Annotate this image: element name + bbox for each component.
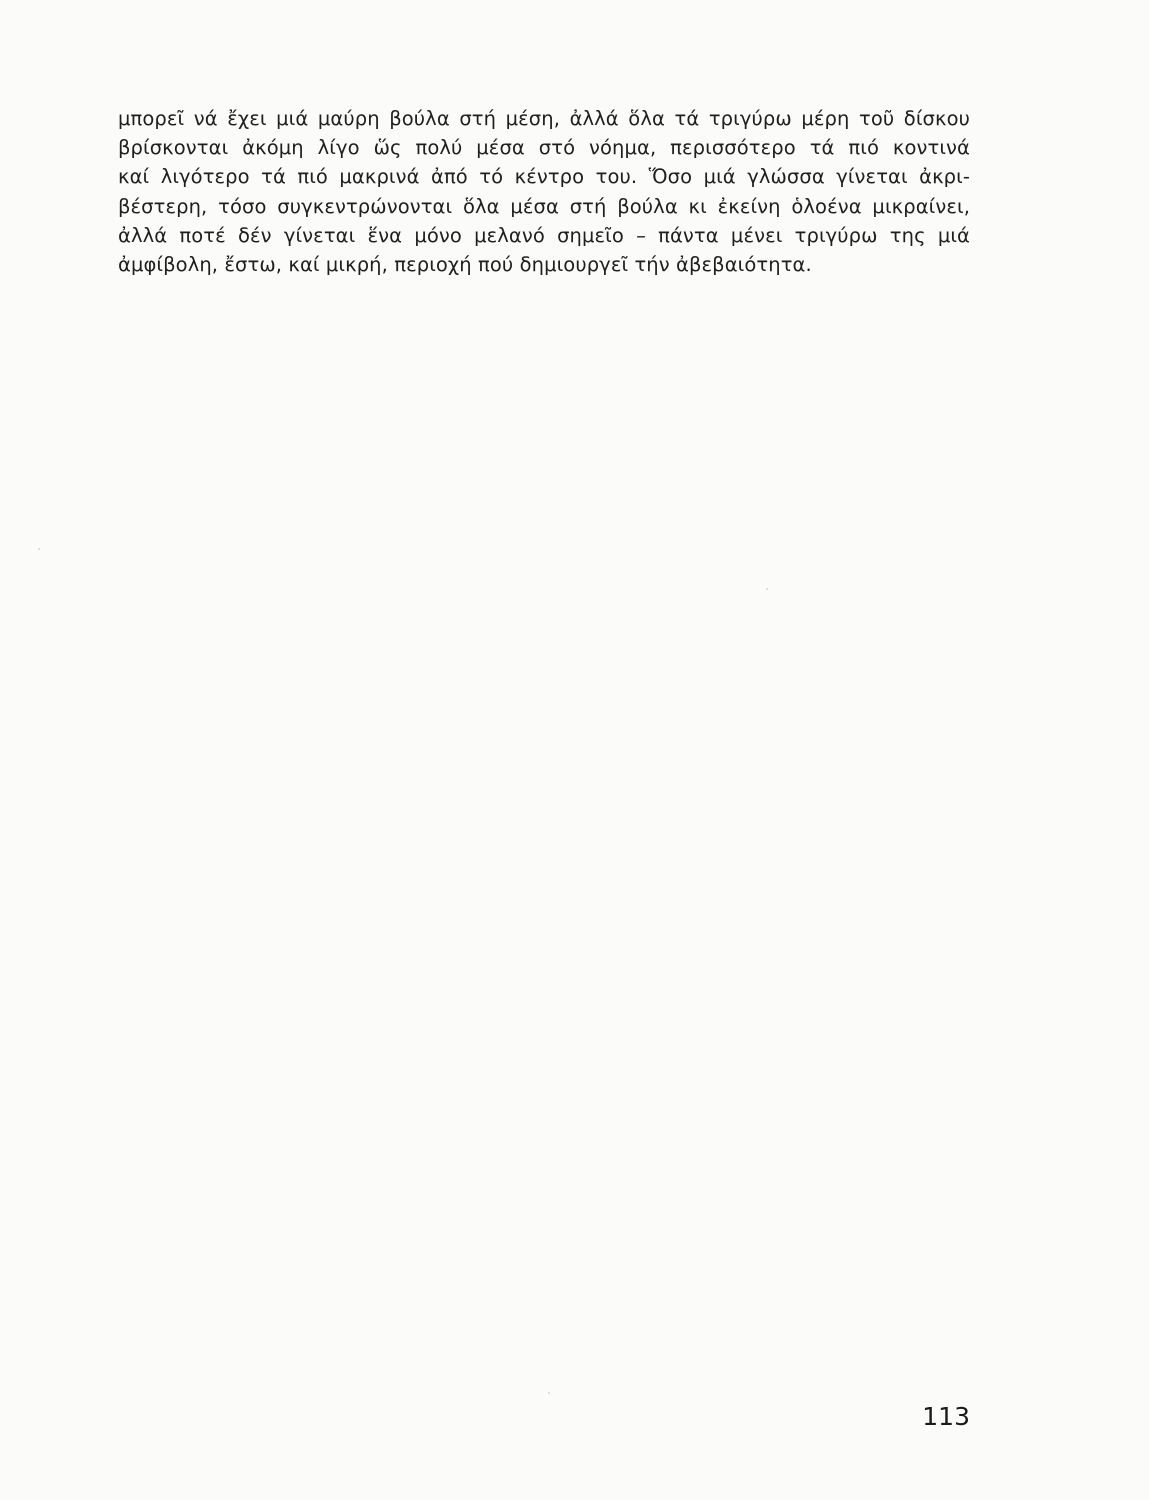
scan-speck <box>548 1392 550 1394</box>
page-number: 113 <box>922 1402 970 1431</box>
body-paragraph <box>118 104 970 279</box>
body-line-3: καί λιγότερο τά πιό μακρινά ἀπό τό κέντρο του. Ὅσο μιά γλώσσα γίνεται ἀκρι- <box>118 165 970 189</box>
body-line-4: βέστερη, τόσο συγκεντρώνονται ὅλα μέσα στή βούλα κι ἐκείνη ὁλοένα μικραίνει, <box>118 194 970 218</box>
body-line-1: μπορεῖ νά ἔχει μιά μαύρη βούλα στή μέση, ἀλλά ὅλα τά τριγύρω μέρη τοῦ δίσκου <box>118 107 970 130</box>
body-line-5: ἀλλά ποτέ δέν γίνεται ἕνα μόνο μελανό σημεῖο – πάντα μένει τριγύρω της μιά <box>118 223 970 247</box>
body-line-2: βρίσκονται ἀκόμη λίγο ὥς πολύ μέσα στό νόημα, περισσότερο τά πιό κοντινά <box>118 136 970 160</box>
body-line-6: ἀμφίβολη, ἔστω, καί μικρή, περιοχή πού δημιουργεῖ τήν ἀβεβαιότητα. <box>118 253 812 277</box>
scan-speck <box>766 588 768 590</box>
scan-speck <box>38 548 40 550</box>
